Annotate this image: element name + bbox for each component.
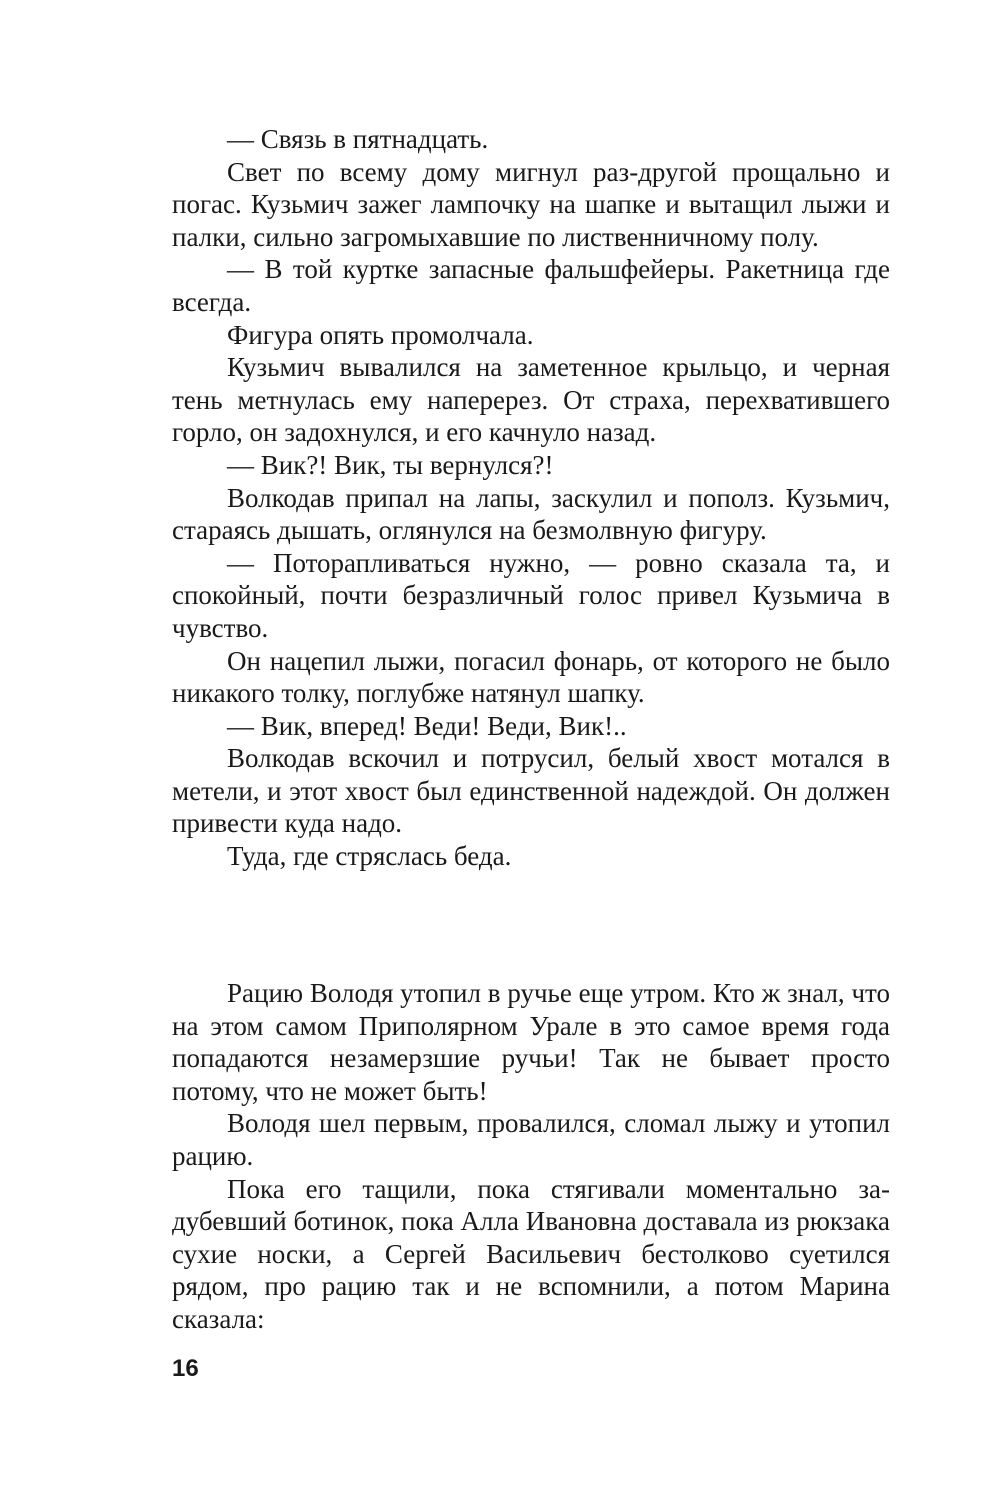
- paragraph: Свет по всему дому мигнул раз-другой прощально и погас. Кузьмич зажег лампочку на шапке и вытащил лыжи и палки, сильно загромыхавшие по лиственничному полу.: [172, 156, 890, 252]
- paragraph: Волкодав припал на лапы, заскулил и пополз. Кузьмич, стараясь дышать, оглянулся на безмолвную фигуру.: [172, 482, 890, 546]
- paragraph: — Вик, вперед! Веди! Веди, Вик!..: [227, 710, 627, 741]
- text-section-2: [172, 977, 890, 1336]
- paragraph: — Вик?! Вик, ты вернулся?!: [227, 449, 554, 480]
- paragraph: Фигура опять промолчала.: [227, 319, 534, 350]
- paragraph: — В той куртке запасные фальшфейеры. Ракетница где всегда.: [172, 254, 890, 317]
- paragraph: Рацию Володя утопил в ручье еще утром. Кто ж знал, что на этом самом Приполярном Урале в это самое время года попадаются незамерзшие ручьи! Так не бывает просто потому, что не может быть!: [172, 978, 890, 1106]
- paragraph: Пока его тащили, пока стягивали моментально задубевший ботинок, пока Алла Ивановна доставала из рюкзака сухие носки, а Сергей Васильевич бестолково суетился рядом, про рацию так и не вспомнили, а потом Марина сказала:: [172, 1173, 890, 1334]
- paragraph: Он нацепил лыжи, погасил фонарь, от которого не было никакого толку, поглубже натянул шапку.: [172, 645, 890, 709]
- text-section-1: [172, 123, 890, 873]
- paragraph: Туда, где стряслась беда.: [227, 841, 512, 872]
- paragraph: — Поторапливаться нужно, — ровно сказала та, и спокойный, почти безразличный голос привел Кузьмича в чувство.: [172, 547, 890, 643]
- paragraph: — Связь в пятнадцать.: [227, 124, 489, 154]
- page-number: 16: [172, 1355, 199, 1382]
- paragraph: Володя шел первым, провалился, сломал лыжу и утопил рацию.: [172, 1108, 890, 1171]
- paragraph: Кузьмич вывалился на заметенное крыльцо, и черная тень метнулась ему наперерез. От страха, перехватившего горло, он задохнулся, и его качнуло назад.: [172, 352, 890, 448]
- paragraph: Волкодав вскочил и потрусил, белый хвост мотался в метели, и этот хвост был единственной надеждой. Он должен привести куда надо.: [172, 743, 890, 839]
